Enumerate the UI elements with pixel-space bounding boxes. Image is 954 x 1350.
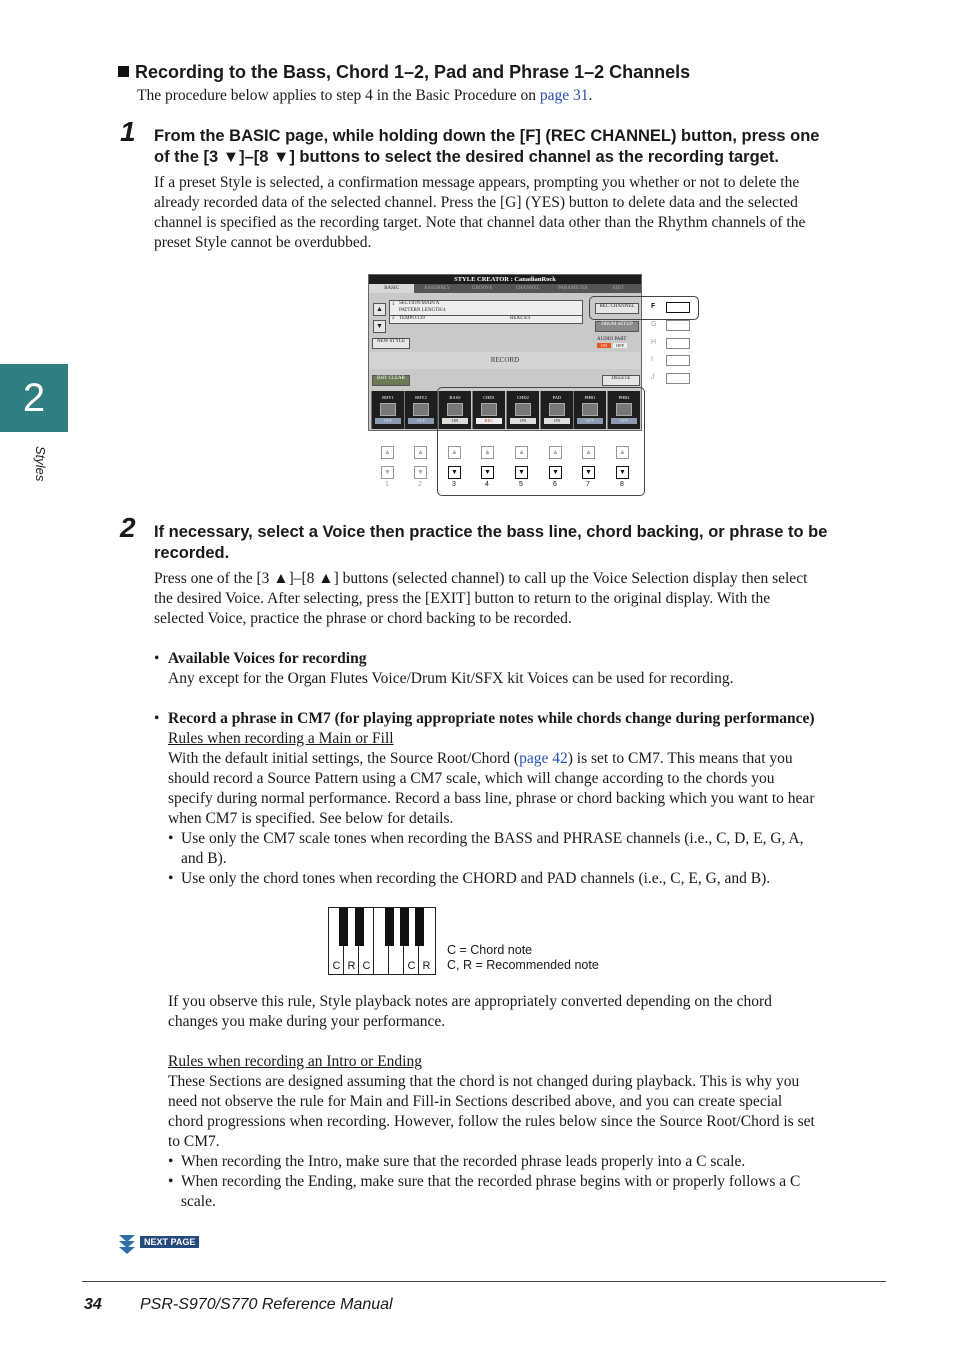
f-button[interactable] [666,302,690,313]
number-label-1: 1 [385,481,389,488]
channel-state: OFF [408,418,434,424]
button-label-g: G [651,321,657,328]
black-key [415,908,424,946]
delete-button[interactable]: DELETE [602,375,640,386]
button-7-up[interactable]: ▲ [582,446,595,459]
new-style-button[interactable]: NEW STYLE [372,338,410,349]
tab-groove[interactable]: GROOVE [471,286,493,291]
number-label-2: 2 [418,481,422,488]
button-1-down[interactable]: ▼ [381,466,394,479]
button-4-up[interactable]: ▲ [481,446,494,459]
channel-buttons-highlight [437,387,645,496]
rules-main-fill-heading: Rules when recording a Main or Fill [168,730,394,747]
number-label-5: 5 [519,481,523,488]
channel-phr2[interactable]: PHR2 OFF [607,391,640,429]
tab-edit[interactable]: EDIT [612,286,624,291]
audio-off-toggle[interactable]: OFF [613,343,627,348]
number-label-6: 6 [553,481,557,488]
bullet-dot: • [168,830,174,847]
button-label-i: I [651,356,653,363]
page-number: 34 [84,1296,102,1313]
intro-ending-paragraph: These Sections are designed assuming that the chord is not changed during playback. This is why you need not observe the rule for Main and Fill-in Sections described above, and you can create special chord progressions when recording. However, follow the rules below since the Source Root/Chord is set to CM7. [168,1073,815,1150]
button-5-down[interactable]: ▼ [515,466,528,479]
bullet-dot: • [154,650,160,667]
bullet-dot: • [168,1173,174,1190]
bullet-intro: When recording the Intro, make sure that the recorded phrase leads properly into a C scale. [181,1153,746,1170]
beat-setting[interactable]: BEAT:4/4 [510,316,531,321]
black-key [355,908,364,946]
tab-basic[interactable]: BASIC [369,284,414,293]
tempo-setting[interactable]: TEMPO:139 [399,316,425,321]
drum-setup-button[interactable]: DRUM SETUP [595,321,639,332]
button-label-f: F [651,303,656,310]
step-1-heading: From the BASIC page, while holding down the [F] (REC CHANNEL) button, press one of the [3 ▼]–[8 ▼] buttons to select the desired channel as the recording target. [154,127,820,166]
drum-icon [413,403,429,416]
button-6-down[interactable]: ▼ [549,466,562,479]
bullet-chord-tones: Use only the chord tones when recording the CHORD and PAD channels (i.e., C, E, G, and B). [181,870,771,887]
button-5-up[interactable]: ▲ [515,446,528,459]
keyboard-legend: C = Chord note C, R = Recommended note [447,943,599,972]
manual-title: PSR-S970/S770 Reference Manual [140,1296,393,1313]
step-1-number: 1 [120,116,136,147]
button-2-down[interactable]: ▼ [414,466,427,479]
cm7-paragraph: With the default initial settings, the Source Root/Chord (page 42) is set to CM7. This means that you should record a Source Pattern using a CM7 scale, which will change according to the chords you specify during normal performance. Record a bass line, phrase or chord backing which you want to hear when CM7 is specified. See below for details. [168,750,815,827]
number-label-3: 3 [452,481,456,488]
channel-rhy1[interactable]: RHY1 OFF [371,391,404,429]
section-setting[interactable]: SECTION:MAIN A [399,301,440,306]
available-voices-title: Available Voices for recording [168,650,367,667]
chapter-tab[interactable]: 2 [0,364,68,432]
white-key: C [359,908,374,974]
number-label-7: 7 [586,481,590,488]
channel-state: OFF [577,418,603,424]
black-key [385,908,394,946]
audio-part-label: AUDIO PART [597,337,627,342]
channel-state: OFF [375,418,401,424]
white-key: R [344,908,359,974]
bullet-dot: • [168,1153,174,1170]
button-8-down[interactable]: ▼ [616,466,629,479]
button-6-up[interactable]: ▲ [549,446,562,459]
channel-state: ON [442,418,468,424]
bullet-scale-tones: Use only the CM7 scale tones when recording the BASS and PHRASE channels (i.e., C, D, E, G, A, and B). [181,830,804,867]
section-intro: The procedure below applies to step 4 in the Basic Procedure on page 31. [137,87,593,104]
step-2-body: Press one of the [3 ▲]–[8 ▲] buttons (selected channel) to call up the Voice Selection display then select the desired Voice. After selecting, press the [EXIT] button to return to the original display. With the selected Voice, practice the phrase or chord backing to be recorded. [154,570,808,627]
rhy-clear-button[interactable]: RHY CLEAR [372,375,410,386]
h-button[interactable] [666,338,690,349]
audio-on-toggle[interactable]: ON [597,343,611,348]
channel-rhy2[interactable]: RHY2 OFF [404,391,437,429]
button-label-h: H [651,339,657,346]
screen-tabs [369,284,641,293]
channel-state: ON [510,418,536,424]
available-voices-text: Any except for the Organ Flutes Voice/Drum Kit/SFX kit Voices can be used for recording. [168,670,734,687]
footer-divider [82,1281,886,1282]
rules-intro-ending-heading: Rules when recording an Intro or Ending [168,1053,422,1070]
button-2-up[interactable]: ▲ [414,446,427,459]
channel-pad[interactable]: PAD ON [540,391,573,429]
record-label: RECORD [369,352,641,369]
channel-chd1[interactable]: CHD1 REC [472,391,505,429]
page-42-link[interactable]: page 42 [519,750,568,767]
drum-icon [380,403,396,416]
i-button[interactable] [666,355,690,366]
button-3-up[interactable]: ▲ [448,446,461,459]
section-heading: Recording to the Bass, Chord 1–2, Pad and Phrase 1–2 Channels [118,62,690,83]
number-label-8: 8 [620,481,624,488]
j-button[interactable] [666,373,690,384]
black-key [339,908,348,946]
keyboard-diagram [328,907,436,975]
white-key: R [422,960,431,972]
tab-channel[interactable]: CHANNEL [515,286,540,291]
settings-panel: 1 SECTION:MAIN A PATTERN LENGTH:4 2 TEMPO:139 BEAT:4/4 [389,300,583,324]
number-label-4: 4 [485,481,489,488]
observe-paragraph: If you observe this rule, Style playback notes are appropriately converted depending on the chord changes you make during your performance. [168,993,772,1030]
scroll-up-icon[interactable]: ▲ [373,303,386,316]
square-bullet-icon [118,66,129,77]
channel-state: REC [476,418,502,424]
page-31-link[interactable]: page 31 [539,87,589,104]
channel-state: OFF [611,418,637,424]
bullet-dot: • [168,870,174,887]
bullet-ending: When recording the Ending, make sure that the recorded phrase begins with or properly follows a C scale. [181,1173,801,1210]
step-2-heading: If necessary, select a Voice then practice the bass line, chord backing, or phrase to be recorded. [154,523,828,562]
rec-channel-button[interactable]: REC CHANNEL [595,303,639,314]
button-3-down[interactable]: ▼ [448,466,461,479]
channel-bass[interactable]: BASS ON [438,391,471,429]
next-page-arrow-icon [117,1233,137,1255]
step-2-number: 2 [120,512,136,543]
button-8-up[interactable]: ▲ [616,446,629,459]
button-7-down[interactable]: ▼ [582,466,595,479]
pattern-length-setting[interactable]: PATTERN LENGTH:4 [399,308,446,313]
white-key: C [329,908,344,974]
next-page-button[interactable]: NEXT PAGE [140,1236,199,1248]
scroll-down-icon[interactable]: ▼ [373,320,386,333]
tab-assembly[interactable]: ASSEMBLY [423,286,451,291]
chapter-label: Styles [33,446,48,482]
button-1-up[interactable]: ▲ [381,446,394,459]
white-key: C [404,908,419,974]
tab-parameter[interactable]: PARAMETER [558,286,588,291]
channel-chd2[interactable]: CHD2 ON [506,391,539,429]
bullet-dot: • [154,710,160,727]
cm7-title: Record a phrase in CM7 (for playing appropriate notes while chords change during performance) [168,710,815,727]
step-1-body: If a preset Style is selected, a confirmation message appears, prompting you whether or not to delete the already recorded data of the selected channel. Press the [G] (YES) button to delete data and the selected channel is specified as the recording target. Note that channel data other than the Rhythm channels of the preset Style cannot be overdubbed. [154,174,806,251]
black-key [400,908,409,946]
screen-title: STYLE CREATOR : CanadianRock [369,275,641,284]
channel-phr1[interactable]: PHR1 OFF [573,391,606,429]
channel-state: ON [544,418,570,424]
g-button[interactable] [666,320,690,331]
button-4-down[interactable]: ▼ [481,466,494,479]
button-label-j: J [651,374,655,381]
